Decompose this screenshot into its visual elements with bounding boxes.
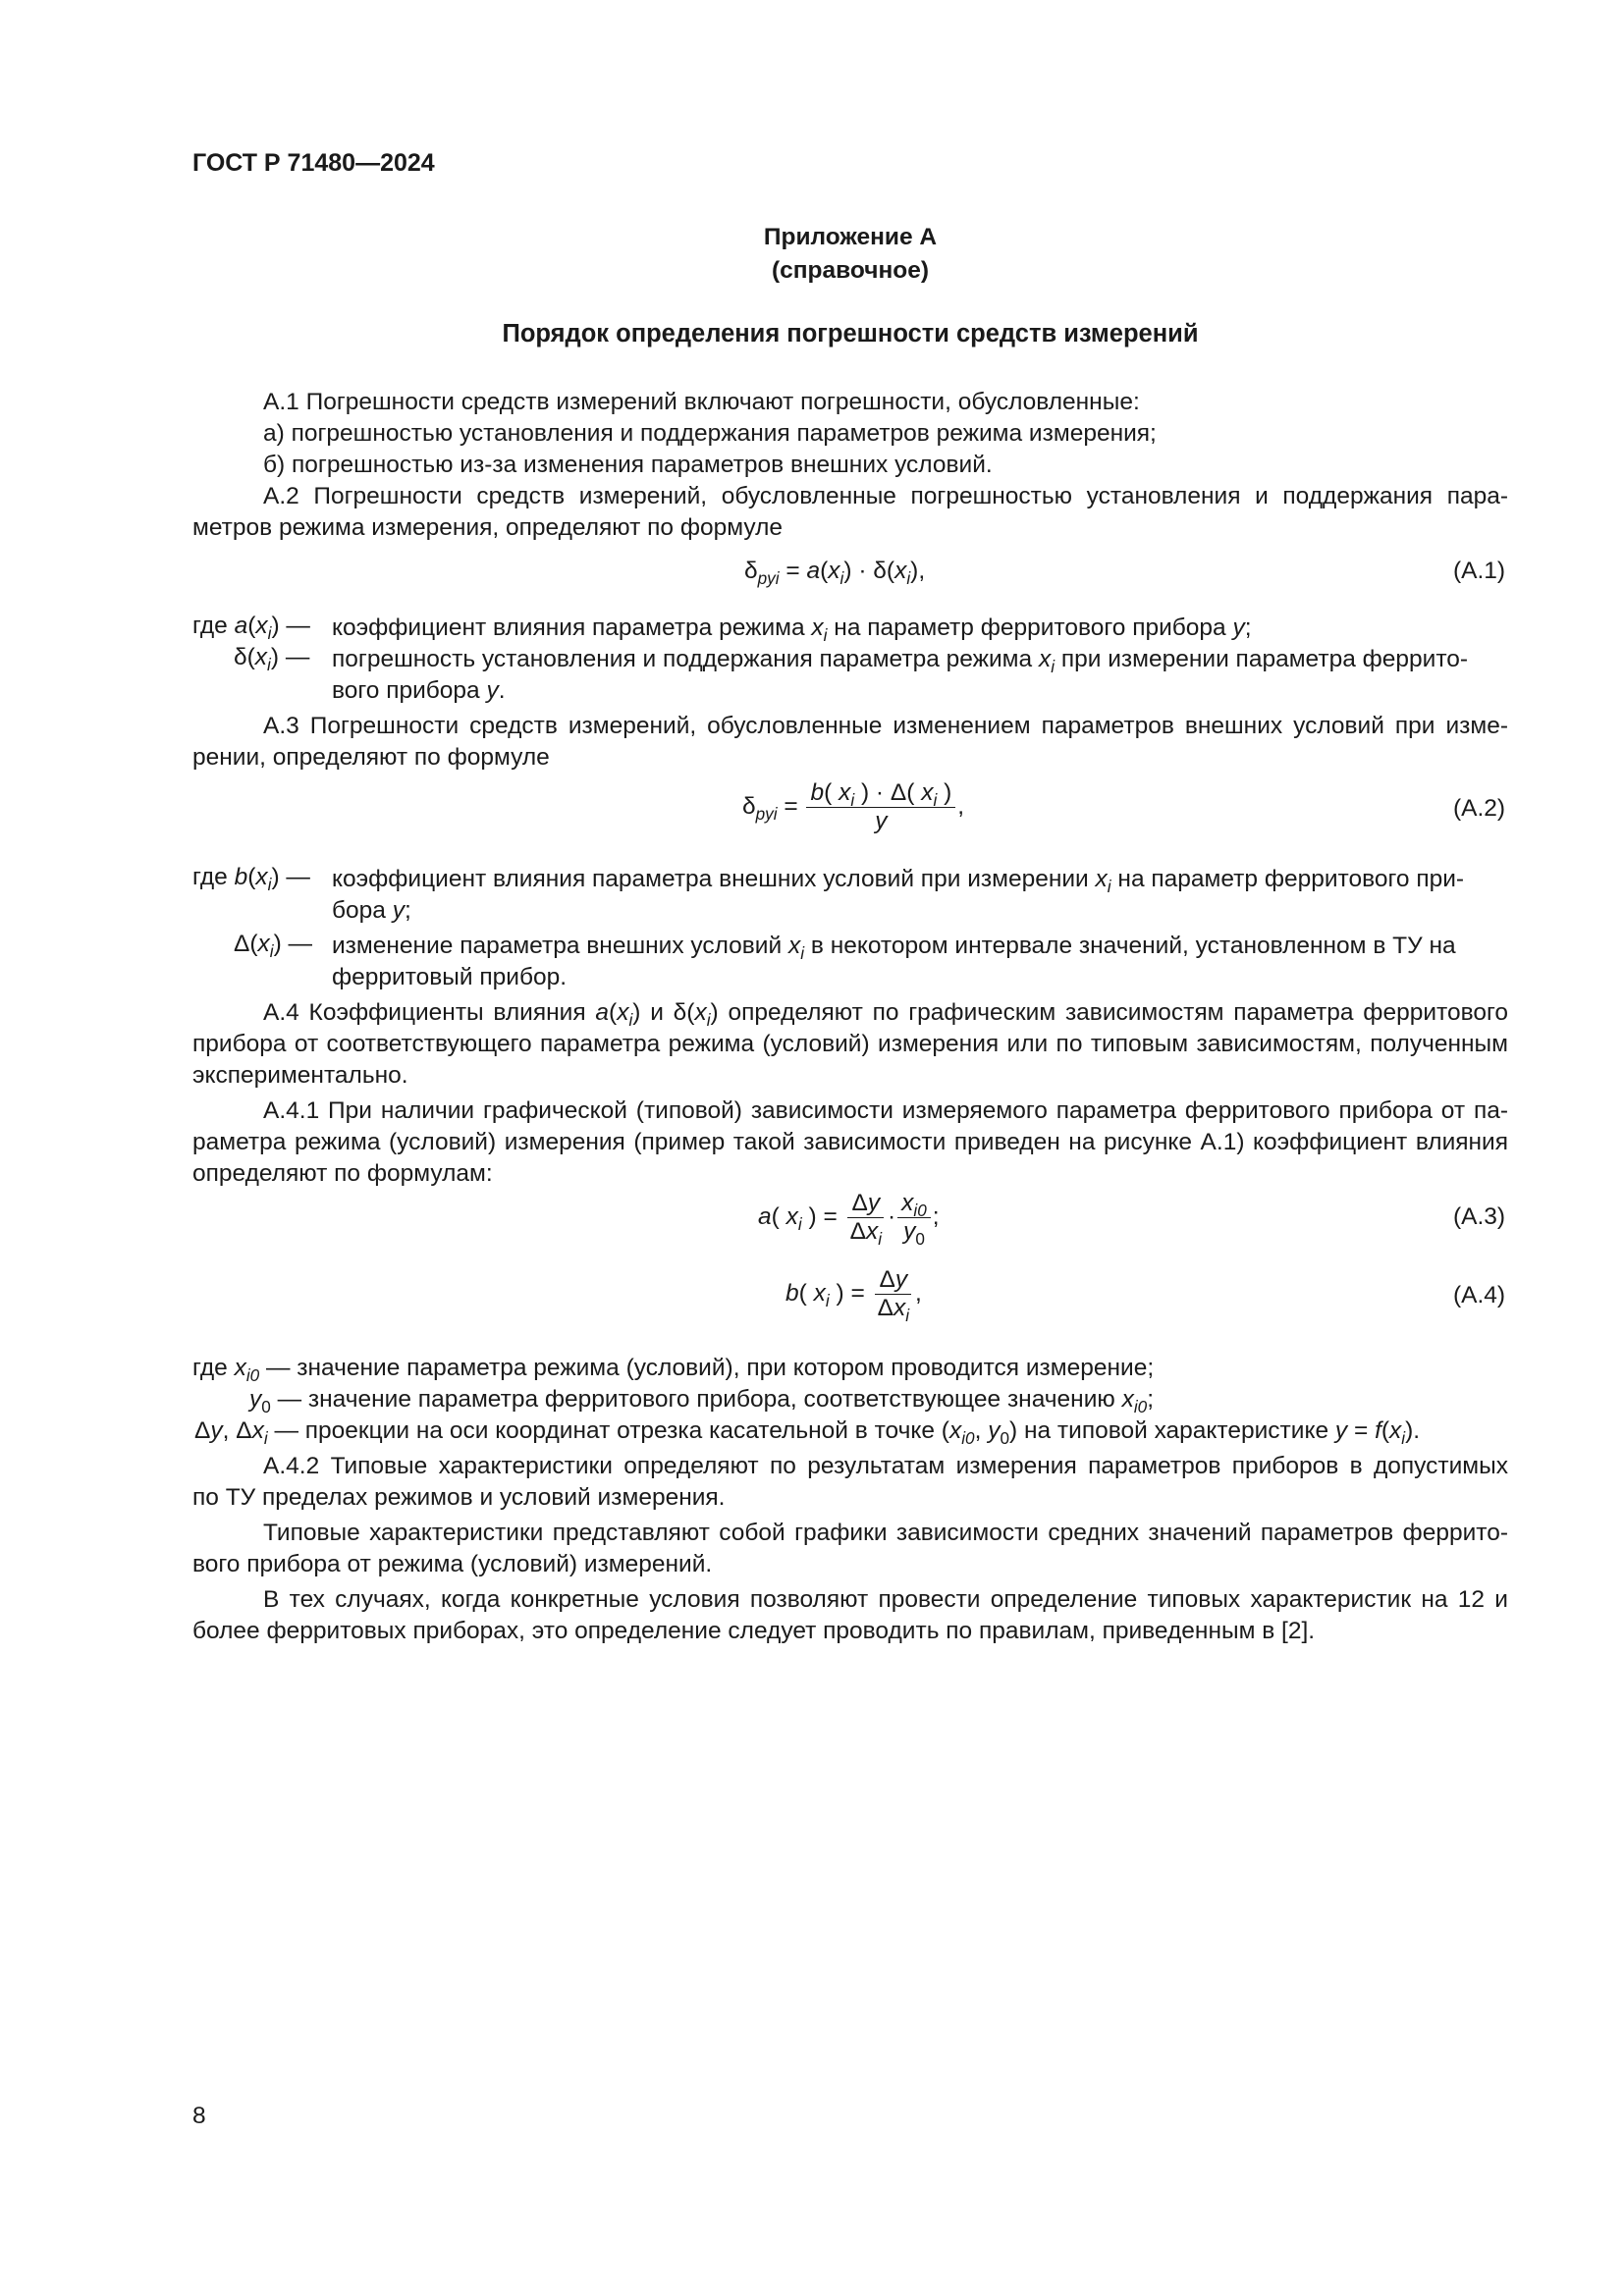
definition-delta-y-xi: Δy, $\Delta x_i$ — проекции на оси координат отрезка касательной в точке ($x_{i0}$, $y_0$) на типовой характеристике $y = f(x_i)$. [194, 1417, 1421, 1448]
definition-y0: $y_0$ — значение параметра ферритового прибора, соответствующее значению $x_{i0}$; [249, 1386, 1154, 1416]
paragraph-a3-line1: А.3 Погрешности средств измерений, обусловленные изменением параметров внешних условий при изме- [263, 713, 1508, 739]
paragraph-a4-line1: А.4 Коэффициенты влияния $a(x_i)$ и $\delta(x_i)$ определяют по графическим зависимостям параметра ферритового [263, 999, 1508, 1030]
paragraph-a41-line2: раметра режима (условий) измерения (пример такой зависимости приведен на рисунке А.1) коэффициент влияния [192, 1129, 1508, 1155]
formula-a2: $\delta_{pyi}$ = $\frac{b( x_i ) \cdot \Delta( x_i )}{y}$ , [742, 779, 965, 834]
paragraph-a41-line3: определяют по формулам: [192, 1160, 493, 1187]
definition-xi0: где $x_{i0}$ — значение параметра режима (условий), при котором проводится измерение; [192, 1355, 1155, 1385]
paragraph-typical-line1: Типовые характеристики представляют собой графики зависимости средних значений параметров феррито- [263, 1520, 1508, 1546]
paragraph-a4-line3: экспериментально. [192, 1062, 408, 1089]
appendix-heading: Порядок определения погрешности средств измерений [502, 320, 1199, 347]
document-code: ГОСТ Р 71480—2024 [192, 149, 435, 177]
equation-number-a1: (А.1) [1453, 558, 1506, 584]
equation-number-a3: (А.3) [1453, 1203, 1506, 1230]
paragraph-a2-line2: метров режима измерения, определяют по формуле [192, 514, 784, 541]
appendix-type: (справочное) [771, 257, 930, 284]
definition-b-xi-label: где $b(x_i)$ — [192, 864, 310, 894]
definition-Delta-xi-label: $\Delta(x_i)$ — [234, 931, 313, 961]
paragraph-a42-line1: А.4.2 Типовые характеристики определяют по результатам измерения параметров приборов в допустимых [263, 1453, 1508, 1479]
paragraph-a3-line2: рении, определяют по формуле [192, 744, 550, 771]
paragraph-a2-line1: А.2 Погрешности средств измерений, обусловленные погрешностью установления и поддержания пара- [263, 483, 1508, 509]
equation-number-a2: (А.2) [1453, 795, 1506, 822]
paragraph-a1: А.1 Погрешности средств измерений включают погрешности, обусловленные: [263, 389, 1140, 415]
definition-b-xi-text-cont: бора y; [332, 897, 411, 924]
formula-a3: a( $x_i$ ) = $\frac{\Delta y}{\Delta x_i}$ · $\frac{x_{i0}}{y_0}$ ; [758, 1190, 940, 1249]
equation-number-a4: (А.4) [1453, 1282, 1506, 1308]
definition-delta-xi-text: погрешность установления и поддержания параметра режима $x_i$ при измерении параметра феррито- [332, 646, 1469, 676]
paragraph-a1-item-a: а) погрешностью установления и поддержания параметров режима измерения; [263, 420, 1157, 447]
paragraph-a4-line2: прибора от соответствующего параметра режима (условий) измерения или по типовым зависимостям, полученным [192, 1031, 1508, 1057]
page-number: 8 [192, 2103, 206, 2129]
paragraph-cases-line2: более ферритовых приборах, это определение следует проводить по правилам, приведенным в [2]. [192, 1618, 1316, 1644]
definition-Delta-xi-text: изменение параметра внешних условий $x_i$ в некотором интервале значений, установленном в ТУ на [332, 933, 1456, 963]
paragraph-a42-line2: по ТУ пределах режимов и условий измерения. [192, 1484, 726, 1511]
paragraph-a1-item-b: б) погрешностью из-за изменения параметров внешних условий. [263, 452, 993, 478]
appendix-title: Приложение А [763, 224, 938, 250]
definition-delta-xi-label: $\delta(x_i)$ — [234, 644, 310, 674]
paragraph-typical-line2: вого прибора от режима (условий) измерений. [192, 1551, 713, 1577]
definition-delta-xi-text-cont: вого прибора y. [332, 677, 506, 704]
paragraph-cases-line1: В тех случаях, когда конкретные условия позволяют провести определение типовых характеристик на 12 и [263, 1586, 1508, 1613]
paragraph-a41-line1: А.4.1 При наличии графической (типовой) зависимости измеряемого параметра ферритового прибора от па- [263, 1097, 1508, 1124]
formula-a1: $\delta_{pyi} = a(x_i) \cdot \delta(x_i)$, [744, 558, 926, 588]
definition-a-xi-text: коэффициент влияния параметра режима $x_i$ на параметр ферритового прибора y; [332, 614, 1252, 645]
definition-Delta-xi-text-cont: ферритовый прибор. [332, 964, 568, 990]
definition-b-xi-text: коэффициент влияния параметра внешних условий при измерении $x_i$ на параметр ферритового при- [332, 866, 1465, 896]
formula-a4: b( $x_i$ ) = $\frac{\Delta y}{\Delta x_i}$ , [785, 1266, 922, 1325]
definition-a-xi-label: где $a(x_i)$ — [192, 613, 310, 643]
